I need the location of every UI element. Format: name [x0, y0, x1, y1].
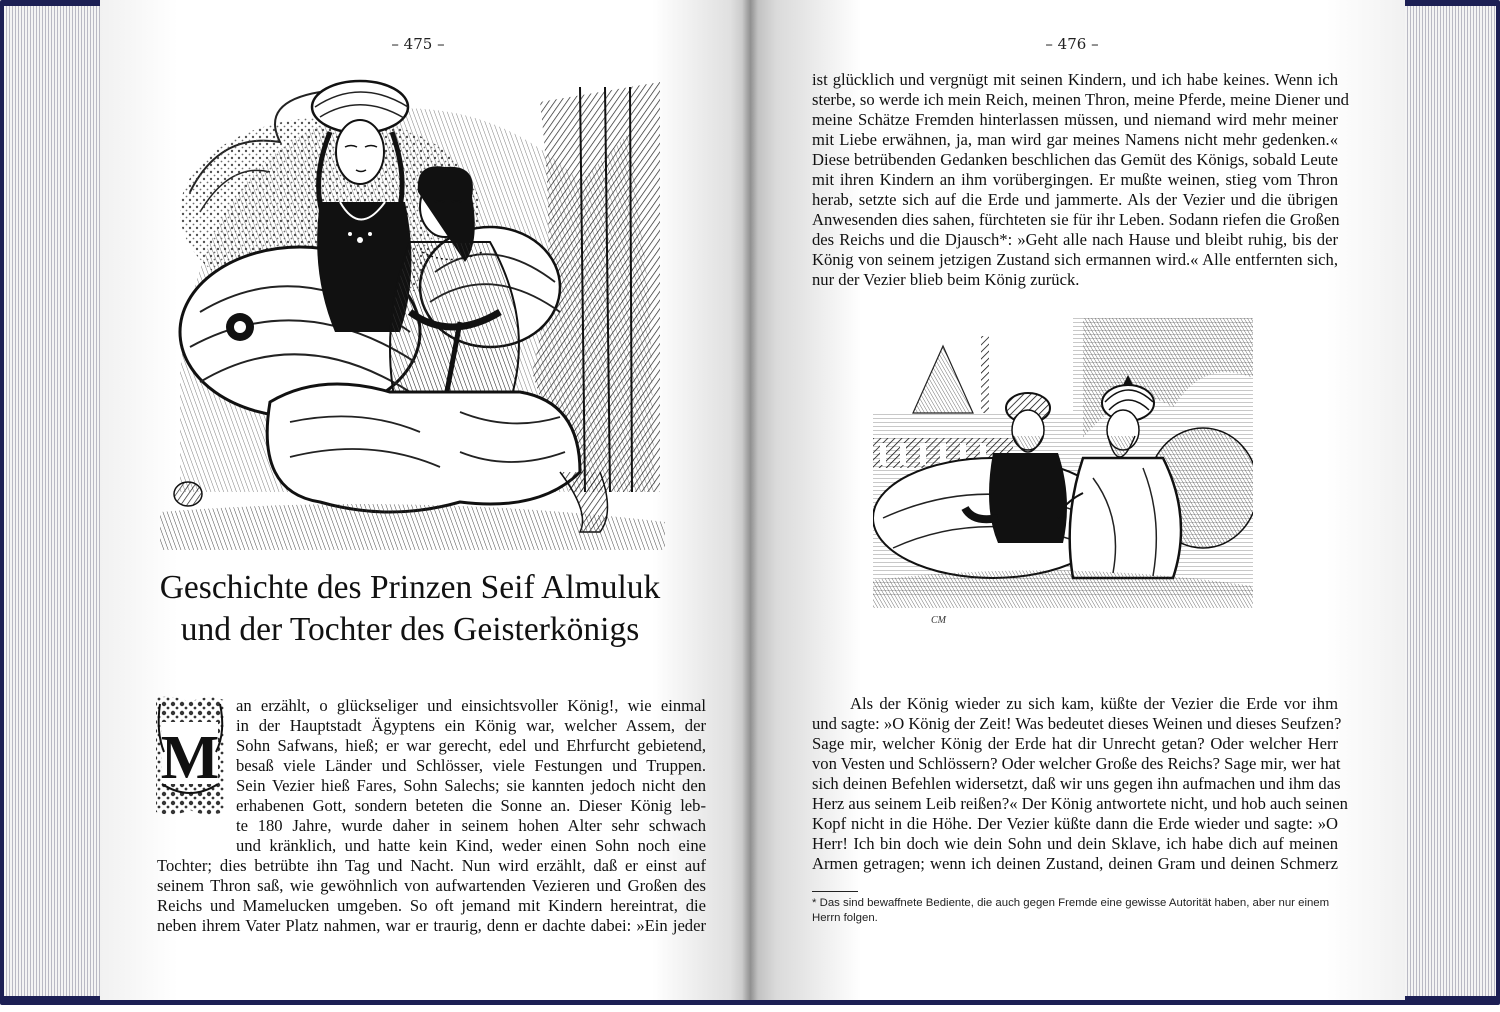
text-line: Armen getragen; wenn ich deinen Zustand, deinen Gram und deinen Schmerz: [812, 854, 1338, 873]
text-line: besaß viele Länder und Schlösser, viele Festungen und Truppen.: [236, 756, 706, 775]
paragraph-2: [812, 694, 1348, 874]
text-line: in der Hauptstadt Ägyptens ein König war, welcher Assem, der: [236, 716, 706, 735]
footnote: [812, 896, 1330, 926]
footnote-line: Herrn folgen.: [812, 912, 878, 924]
text-line: Sage mir, welcher König der Erde hat dir Unrecht getan? Oder welcher Herr: [812, 734, 1338, 753]
text-line: Tochter; dies betrübte ihn Tag und Nacht. Nun wird erzählt, daß er einst auf: [157, 856, 706, 875]
svg-text:CM: CM: [931, 615, 946, 626]
text-line: ist glücklich und vergnügt mit seinen Kindern, und ich habe keines. Wenn ich: [812, 70, 1338, 89]
text-line: des Reichs und die Djausch*: »Geht alle nach Hause und bleibt ruhig, bis der: [812, 230, 1338, 249]
text-line: Diese betrübenden Gedanken beschlichen das Gemüt des Königs, sobald Leute: [812, 150, 1338, 169]
text-line: te 180 Jahre, wurde daher in seinem hohen Alter sehr schwach: [236, 816, 706, 835]
engraving-two-women: [160, 72, 665, 550]
engraving-king-and-vezier: [873, 318, 1253, 638]
text-line: neben ihrem Vater Platz nahmen, war er traurig, denn er dachte dabei: »Ein jeder: [157, 916, 706, 935]
text-line: meine Schätze Fremden hinterlassen müssen, und niemand wird mehr meiner: [812, 110, 1338, 129]
text-line: und sagte: »O König der Zeit! Was bedeutet dieses Weinen und dieses Seufzen?: [812, 714, 1342, 733]
opening-paragraph-full: [157, 856, 706, 936]
text-line: mit ihren Kindern an ihm vorübergingen. Er mußte weinen, stieg vom Thron: [812, 170, 1338, 189]
text-line: sterbe, so werde ich mein Reich, meinen Thron, meine Pferde, meine Diener und: [812, 90, 1349, 109]
text-line: Sein Vezier hieß Fares, Sohn Salechs; sie kannten jedoch nicht den: [236, 776, 706, 795]
opening-paragraph-indented: [236, 696, 706, 856]
text-line: Herr! Ich bin doch wie dein Sohn und dein Sklave, ich habe dich auf meinen: [812, 834, 1338, 853]
page-number-left: – 475 –: [391, 35, 445, 53]
chapter-title-line: und der Tochter des Geisterkönigs: [180, 611, 640, 648]
text-line: von Vesten und Schlössern? Oder welcher Große des Reichs? Sage mir, wer hat: [812, 754, 1341, 773]
chapter-title: [110, 567, 710, 651]
page-number-right: – 476 –: [1045, 35, 1099, 53]
decorated-initial-m: [152, 692, 228, 820]
text-line: Reichs und Mamelucken umgeben. So oft jemand mit Kindern hereintrat, die: [157, 896, 706, 915]
text-line: nur der Vezier blieb beim König zurück.: [812, 270, 1080, 289]
text-line: sich deinen Befehlen widersetzt, daß wir uns gegen ihn aufmachen und ihm das: [812, 774, 1341, 793]
text-line: Anwesenden dies sahen, fürchteten sie für ihr Leben. Sodann riefen die Großen: [812, 210, 1340, 229]
text-line: König von seinem jetzigen Zustand sich ermannen wird.« Alle entfernten sich,: [812, 250, 1338, 269]
text-line: Herz aus seinem Leib reißen?« Der König antwortete nicht, und hob auch seinen: [812, 794, 1348, 813]
text-line: seinem Thron saß, wie gewöhnlich von aufwartenden Vezieren und Großen des: [157, 876, 706, 895]
svg-text:M: M: [160, 724, 220, 792]
text-line: herab, setzte sich auf die Erde und jammerte. Als der Vezier und die übrigen: [812, 190, 1338, 209]
text-line: Als der König wieder zu sich kam, küßte der Vezier die Erde vor ihm: [850, 694, 1338, 713]
text-line: an erzählt, o glückseliger und einsichtsvoller König!, wie einmal: [236, 696, 706, 715]
left-page-edges: [4, 6, 112, 996]
text-line: Kopf nicht in die Höhe. Der Vezier küßte dann die Erde wieder und sagte: »O: [812, 814, 1338, 833]
text-line: und kränklich, und hatte kein Kind, weder einen Sohn noch eine: [236, 836, 706, 855]
book-gutter: [742, 0, 758, 1000]
chapter-title-line: Geschichte des Prinzen Seif Almuluk: [159, 569, 661, 606]
paragraph-1: [812, 70, 1349, 290]
footnote-line: * Das sind bewaffnete Bediente, die auch gegen Fremde eine gewisse Autorität haben, aber nur einem: [812, 897, 1330, 909]
footnote-rule: [812, 891, 858, 892]
text-line: erhabenen Gott, sondern beteten die Sonne an. Dieser König leb-: [236, 796, 706, 815]
text-line: mit Liebe erwähnen, ja, man wird gar meines Namens nicht mehr gedenken.«: [812, 130, 1338, 149]
text-line: Sohn Safwans, hieß; er war gerecht, edel und Ehrfurcht gebietend,: [236, 736, 706, 755]
right-page-edges: [1390, 6, 1496, 996]
